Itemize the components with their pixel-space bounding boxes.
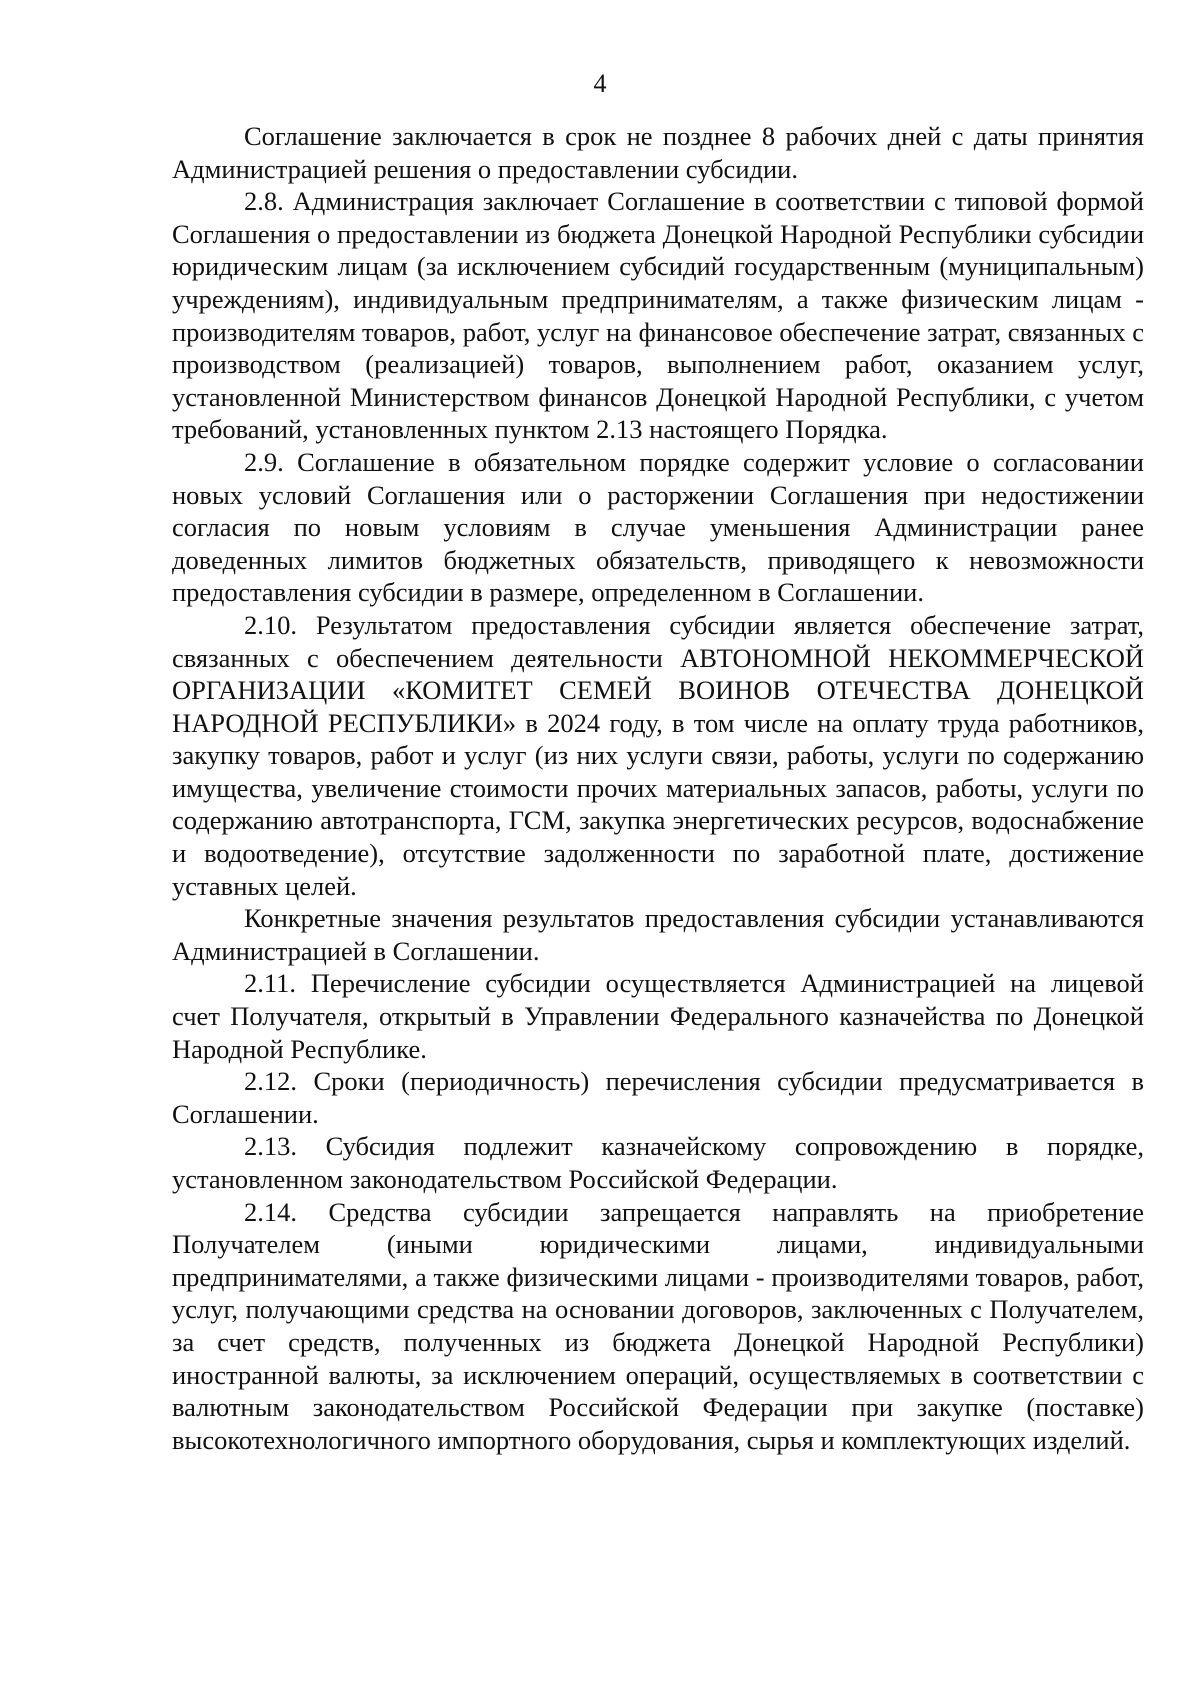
document-body — [172, 120, 1144, 1456]
paragraph-2-9: 2.9. Соглашение в обязательном порядке содержит условие о согласовании новых условий Соглашения или о расторжении Соглашения при недостижении согласия по новым условиям в случае уменьшения Администрации ранее доведенных лимитов бюджетных обязательств, приводящего к невозможности предоставления субсидии в размере, определенном в Соглашении. — [172, 446, 1144, 608]
paragraph-2-12: 2.12. Сроки (периодичность) перечисления субсидии предусматривается в Соглашении. — [172, 1066, 1144, 1129]
paragraph-2-13: 2.13. Субсидия подлежит казначейскому сопровождению в порядке, установленном законодательством Российской Федерации. — [172, 1131, 1144, 1194]
paragraph-2-14: 2.14. Средства субсидии запрещается направлять на приобретение Получателем (иными юридическими лицами, индивидуальными предпринимателями, а также физическими лицами - производителями товаров, работ, услуг, получающими средства на основании договоров, заключенных с Получателем, за счет средств, полученных из бюджета Донецкой Народной Республики) иностранной валюты, за исключением операций, осуществляемых в соответствии с валютным законодательством Российской Федерации при закупке (поставке) высокотехнологичного импортного оборудования, сырья и комплектующих изделий. — [172, 1196, 1144, 1455]
paragraph-2-8: 2.8. Администрация заключает Соглашение в соответствии с типовой формой Соглашения о предоставлении из бюджета Донецкой Народной Республики субсидии юридическим лицам (за исключением субсидий государственным (муниципальным) учреждениям), индивидуальным предпринимателям, а также физическим лицам - производителям товаров, работ, услуг на финансовое обеспечение затрат, связанных с производством (реализацией) товаров, выполнением работ, оказанием услуг, установленной Министерством финансов Донецкой Народной Республики, с учетом требований, установленных пунктом 2.13 настоящего Порядка. — [172, 186, 1144, 445]
paragraph-2-11: 2.11. Перечисление субсидии осуществляется Администрацией на лицевой счет Получателя, открытый в Управлении Федерального казначейства по Донецкой Народной Республике. — [172, 968, 1144, 1064]
paragraph-agreement-term: Соглашение заключается в срок не позднее 8 рабочих дней с даты принятия Администрацией решения о предоставлении субсидии. — [172, 121, 1144, 184]
paragraph-2-10: 2.10. Результатом предоставления субсидии является обеспечение затрат, связанных с обеспечением деятельности АВТОНОМНОЙ НЕКОММЕРЧЕСКОЙ ОРГАНИЗАЦИИ «КОМИТЕТ СЕМЕЙ ВОИНОВ ОТЕЧЕСТВА ДОНЕЦКОЙ НАРОДНОЙ РЕСПУБЛИКИ» в 2024 году, в том числе на оплату труда работников, закупку товаров, работ и услуг (из них услуги связи, работы, услуги по содержанию имущества, увеличение стоимости прочих материальных запасов, работы, услуги по содержанию автотранспорта, ГСМ, закупка энергетических ресурсов, водоснабжение и водоотведение), отсутствие задолженности по заработной плате, достижение уставных целей. — [172, 609, 1144, 901]
page-number: 4 — [593, 69, 607, 98]
paragraph-result-values: Конкретные значения результатов предоставления субсидии устанавливаются Администрацией в Соглашении. — [172, 903, 1144, 966]
